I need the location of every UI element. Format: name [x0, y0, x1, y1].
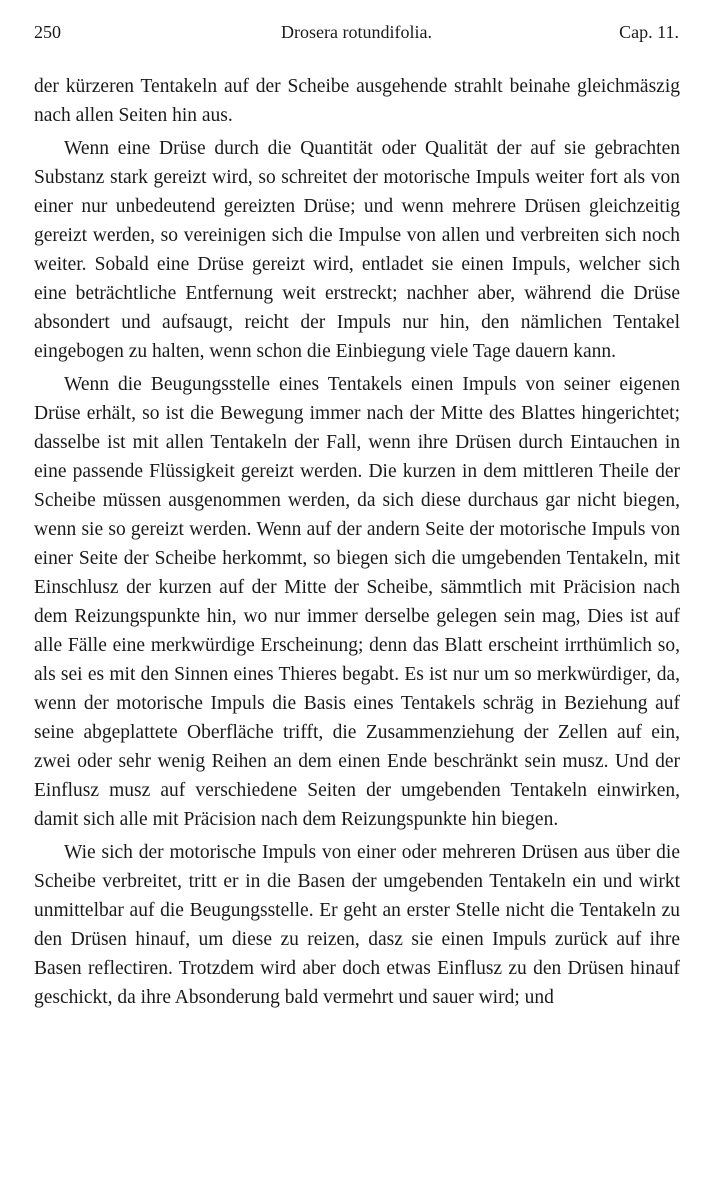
running-title: Drosera rotundifolia.	[281, 22, 432, 42]
running-header	[34, 22, 679, 50]
paragraph: Wie sich der motorische Impuls von einer oder mehreren Drüsen aus über die Scheibe verbreitet, tritt er in die Basen der umgebenden Tentakeln ein und wirkt unmittelbar auf die Beugungsstelle. Er geht an erster Stelle nicht die Tentakeln zu den Drüsen hinauf, um diese zu reizen, dasz sie einen Impuls zurück auf ihre Basen reflectiren. Trotzdem wird aber doch etwas Einflusz zu den Drüsen hinauf geschickt, da ihre Absonderung bald vermehrt und sauer wird; und	[34, 842, 680, 1008]
body-text	[34, 72, 680, 1016]
paragraph: Wenn eine Drüse durch die Quantität oder Qualität der auf sie gebrachten Substanz stark gereizt wird, so schreitet der motorische Impuls weiter fort als von einer nur unbedeutend gereizten Drüse; und wenn mehrere Drüsen gleichzeitig gereizt werden, so vereinigen sich die Impulse von allen und verbreiten sich noch weiter. Sobald eine Drüse gereizt wird, entladet sie einen Impuls, welcher sich eine beträchtliche Entfernung weit erstreckt; nachher aber, während die Drüse absondert und aufsaugt, reicht der Impuls nur hin, den nämlichen Tentakel eingebogen zu halten, wenn schon die Einbiegung viele Tage dauern kann.	[34, 138, 680, 362]
paragraph: der kürzeren Tentakeln auf der Scheibe ausgehende strahlt beinahe gleichmäszig nach allen Seiten hin aus.	[34, 76, 680, 126]
page-number: 250	[34, 22, 61, 42]
paragraph: Wenn die Beugungsstelle eines Tentakels einen Impuls von seiner eigenen Drüse erhält, so ist die Bewegung immer nach der Mitte des Blattes hingerichtet; dasselbe ist mit allen Tentakeln der Fall, wenn ihre Drüsen durch Eintauchen in eine passende Flüssigkeit gereizt werden. Die kurzen in dem mittleren Theile der Scheibe müssen ausgenommen werden, da sich diese durchaus gar nicht biegen, wenn sie so gereizt werden. Wenn auf der andern Seite der motorische Impuls von einer Seite der Scheibe herkommt, so biegen sich die umgebenden Tentakeln, mit Einschlusz der kurzen auf der Mitte der Scheibe, sämmtlich mit Präcision nach dem Reizungspunkte hin, wo nur immer derselbe gelegen sein mag, Dies ist auf alle Fälle eine merkwürdige Erscheinung; denn das Blatt erscheint irrthümlich so, als sei es mit den Sinnen eines Thieres begabt. Es ist nur um so merkwürdiger, da, wenn der motorische Impuls die Basis eines Tentakels schräg in Beziehung auf seine abgeplattete Oberfläche trifft, die Zusammenziehung der Zellen auf ein, zwei oder sehr wenig Reihen an dem einen Ende beschränkt sein musz. Und der Einflusz musz auf verschiedene Seiten der umgebenden Tentakeln einwirken, damit sich alle mit Präcision nach dem Reizungspunkte hin biegen.	[34, 374, 680, 830]
chapter-label: Cap. 11.	[619, 22, 679, 42]
